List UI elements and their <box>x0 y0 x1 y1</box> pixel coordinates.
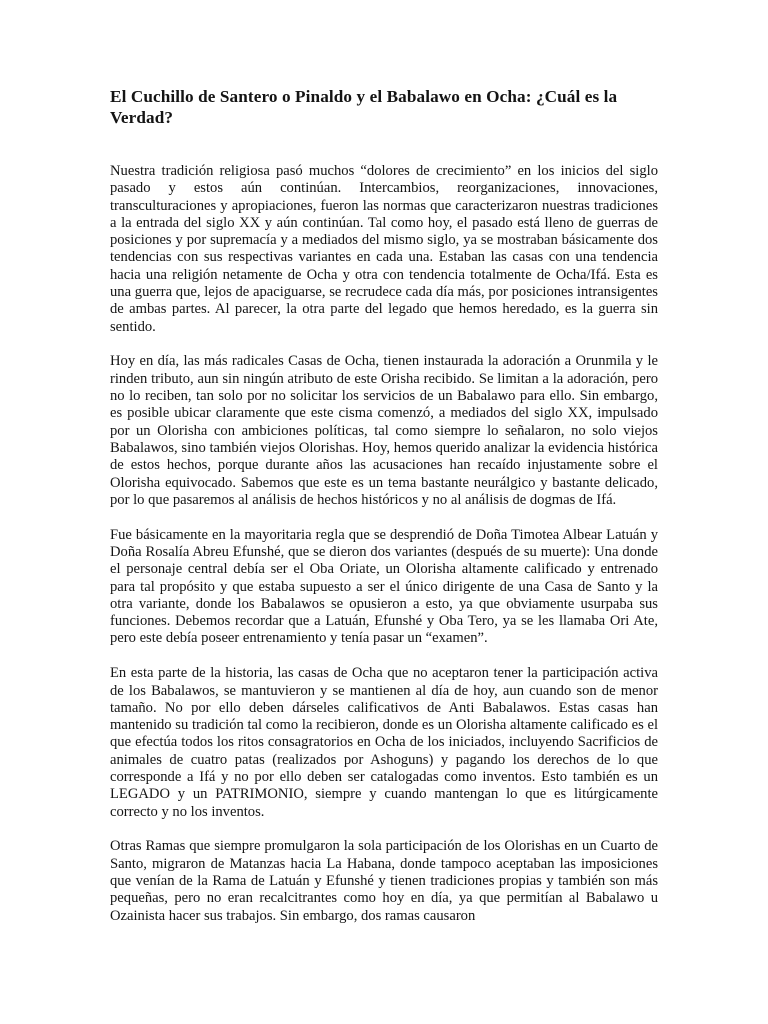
paragraph-1: Nuestra tradición religiosa pasó muchos “dolores de crecimiento” en los inicios del siglo pasado y estos aún continúan. Intercambios, reorganizaciones, innovaciones, transculturaciones y apropiaciones, fueron las normas que caracterizaron nuestras tradiciones a la entrada del siglo XX y aún continúan. Tal como hoy, el pasado está lleno de guerras de posiciones y por supremacía y a mediados del mismo siglo, ya se mostraban básicamente dos tendencias con sus respectivas variantes en cada una. Estaban las casas con una tendencia hacia una religión netamente de Ocha y otra con tendencia totalmente de Ocha/Ifá. Esta es una guerra que, lejos de apaciguarse, se recrudece cada día más, por posiciones intransigentes de ambas partes. Al parecer, la otra parte del legado que hemos heredado, es la guerra sin sentido. <box>110 163 658 335</box>
paragraph-5: Otras Ramas que siempre promulgaron la sola participación de los Olorishas en un Cuarto de Santo, migraron de Matanzas hacia La Habana, donde tampoco aceptaban las imposiciones que venían de la Rama de Latuán y Efunshé y tienen tradiciones propias y también son más pequeñas, pero no eran recalcitrantes como hoy en día, ya que permitían al Babalawo u Ozainista hacer sus trabajos. Sin embargo, dos ramas causaron <box>110 838 658 924</box>
paragraph-4: En esta parte de la historia, las casas de Ocha que no aceptaron tener la participación activa de los Babalawos, se mantuvieron y se mantienen al día de hoy, aun cuando son de menor tamaño. No por ello deben dárseles calificativos de Anti Babalawos. Estas casas han mantenido su tradición tal como la recibieron, donde es un Olorisha altamente calificado es el que efectúa todos los ritos consagratorios en Ocha de los iniciados, incluyendo Sacrificios de animales de cuatro patas (realizados por Ashoguns) y pagando los derechos de lo que corresponde a Ifá y no por ello deben ser catalogadas como inventos. Esto también es un LEGADO y un PATRIMONIO, siempre y cuando mantengan lo que es litúrgicamente correcto y no los inventos. <box>110 665 658 820</box>
document-page <box>110 86 658 942</box>
document-title: El Cuchillo de Santero o Pinaldo y el Babalawo en Ocha: ¿Cuál es la Verdad? <box>110 87 618 127</box>
paragraph-2: Hoy en día, las más radicales Casas de Ocha, tienen instaurada la adoración a Orunmila y le rinden tributo, aun sin ningún atributo de este Orisha recibido. Se limitan a la adoración, pero no lo reciben, tan solo por no solicitar los servicios de un Babalawo para ello. Sin embargo, es posible ubicar claramente que este cisma comenzó, a mediados del siglo XX, impulsado por un Olorisha con ambiciones políticas, tal como siempre lo señalaron, no solo viejos Babalawos, sino también viejos Olorishas. Hoy, hemos querido analizar la evidencia histórica de estos hechos, porque durante años las acusaciones han recaído injustamente sobre el Olorisha equivocado. Sabemos que este es un tema bastante neurálgico y bastante delicado, por lo que pasaremos al análisis de hechos históricos y no al análisis de dogmas de Ifá. <box>110 353 658 508</box>
paragraph-3: Fue básicamente en la mayoritaria regla que se desprendió de Doña Timotea Albear Latuán y Doña Rosalía Abreu Efunshé, que se dieron dos variantes (después de su muerte): Una donde el personaje central debía ser el Oba Oriate, un Olorisha altamente calificado y entrenado para tal propósito y que estaba supuesto a ser el único dirigente de una Casa de Santo y la otra variante, donde los Babalawos se opusieron a esto, ya que obviamente usurpaba sus funciones. Debemos recordar que a Latuán, Efunshé y Oba Tero, ya se les llamaba Ori Ate, pero este debía poseer entrenamiento y tenía pasar un “examen”. <box>110 526 658 647</box>
